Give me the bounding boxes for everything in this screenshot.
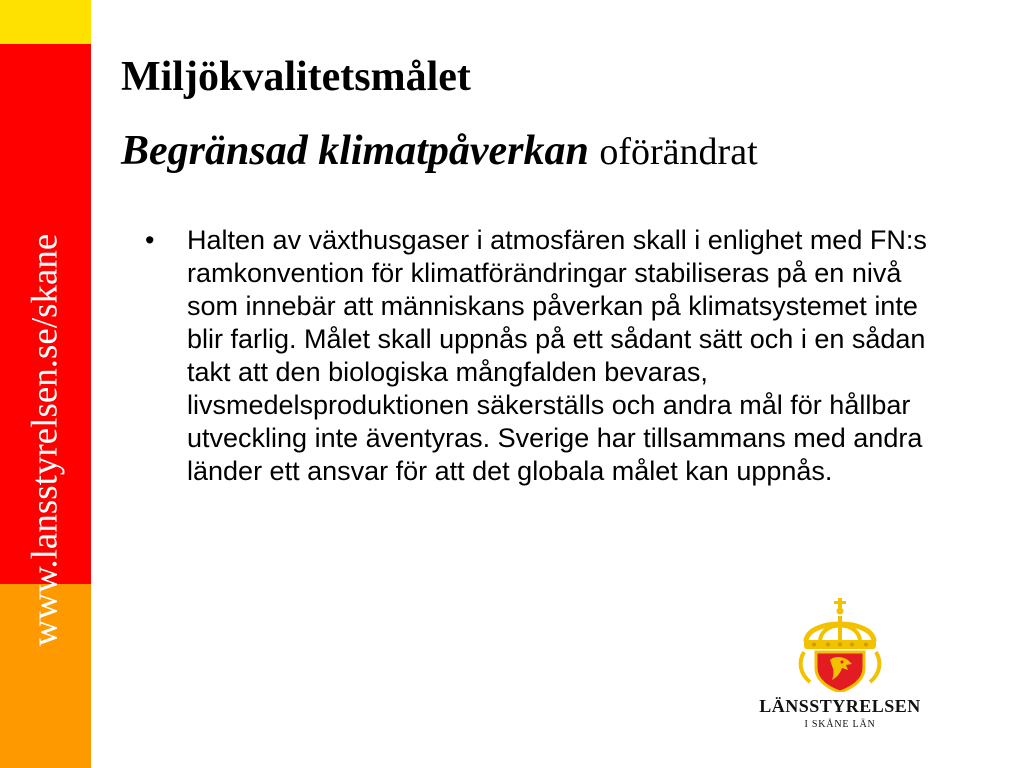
logo-name: LÄNSSTYRELSEN	[759, 696, 921, 716]
bullet-list	[143, 224, 943, 488]
subtitle-goal-name: Begränsad klimatpåverkan	[121, 128, 589, 174]
sidebar-yellow-band	[0, 0, 91, 44]
bullet-item	[143, 224, 943, 488]
coat-of-arms-icon	[796, 598, 884, 692]
logo-subtitle: I SKÅNE LÄN	[804, 719, 876, 730]
bullet-text: Halten av växthusgaser i atmosfären skall i enlighet med FN:s ramkonvention för klimatförändringar stabiliseras på en nivå som innebär att människans påverkan på klimatsystemet inte blir farlig. Målet skall uppnås på ett sådant sätt och i en sådan takt att den biologiska mångfalden bevaras, livsmedelsproduktionen säkerställs och andra mål för hållbar utveckling inte äventyras. Sverige har tillsammans med andra länder ett ansvar för att det globala målet kan uppnås.	[187, 225, 927, 486]
slide-subtitle	[121, 126, 758, 177]
lansstyrelsen-logo	[750, 598, 930, 738]
sidebar	[0, 0, 91, 768]
bullet-marker: •	[145, 225, 155, 255]
sidebar-url-text: www.lansstyrelsen.se/skane	[24, 233, 66, 647]
slide-title: Miljökvalitetsmålet	[121, 54, 471, 100]
subtitle-status: oförändrat	[599, 131, 758, 173]
